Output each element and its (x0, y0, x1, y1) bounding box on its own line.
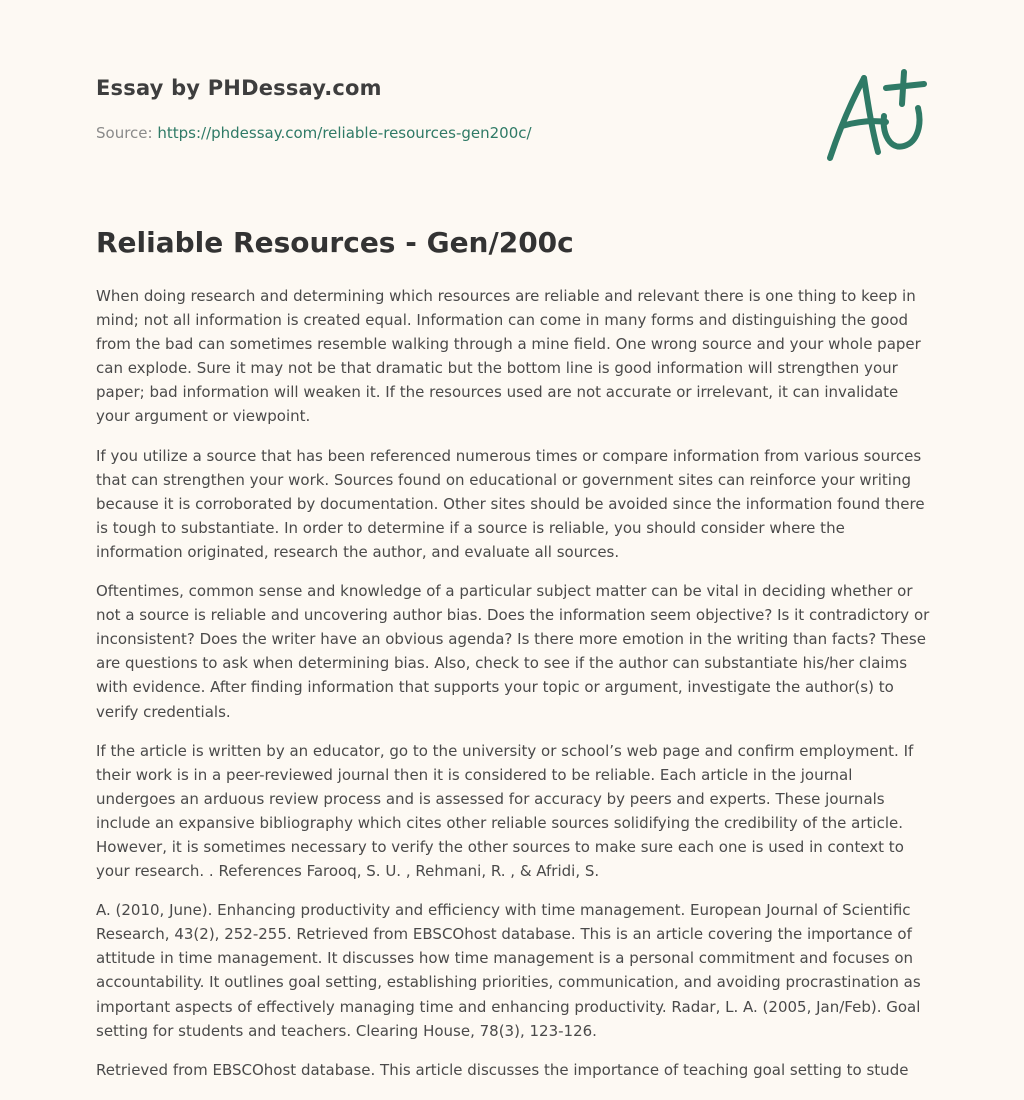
essay-title: Reliable Resources - Gen/200c (96, 226, 574, 259)
paragraph: If the article is written by an educator, go to the university or school’s web page and confirm employment. If their work is in a peer-reviewed journal then it is considered to be reliable. Each article in the journal undergoes an arduous review process and is assessed for accuracy by peers and experts. These journals include an expansive bibliography which cites other reliable sources solidifying the credibility of the article. However, it is sometimes necessary to verify the other sources to make sure each one is used in context to your research. . References Farooq, S. U. , Rehmani, R. , & Afridi, S. (96, 741, 914, 881)
paragraph: Oftentimes, common sense and knowledge of a particular subject matter can be vital in deciding whether or not a source is reliable and uncovering author bias. Does the information seem objective? Is it contradictory or inconsistent? Does the writer have an obvious agenda? Is there more emotion in the writing than facts? These are questions to ask when determining bias. Also, check to see if the author can substantiate his/her claims with evidence. After finding information that supports your topic or argument, investigate the author(s) to verify credentials. (96, 582, 930, 721)
paragraph: If you utilize a source that has been referenced numerous times or compare information from various sources that can strengthen your work. Sources found on educational or government sites can reinforce your writing because it is corroborated by documentation. Other sites should be avoided since the information found there is tough to substantiate. In order to determine if a source is reliable, you should consider where the information originated, research the author, and evaluate all sources. (96, 446, 925, 561)
paragraph: Retrieved from EBSCOhost database. This article discusses the importance of teaching goal setting to stude (96, 1060, 909, 1079)
a-plus-logo-icon (820, 64, 930, 168)
paragraph: A. (2010, June). Enhancing productivity and efficiency with time management. European Journal of Scientific Research, 43(2), 252-255. Retrieved from EBSCOhost database. This is an article covering the importance of attitude in time management. It discusses how time management is a personal commitment and focuses on accountability. It outlines goal setting, establishing priorities, communication, and avoiding procrastination as important aspects of effectively managing time and enhancing productivity. Radar, L. A. (2005, Jan/Feb). Goal setting for students and teachers. Clearing House, 78(3), 123-126. (96, 901, 921, 1040)
source-line (96, 124, 532, 142)
essay-body (96, 284, 936, 1097)
paragraph: When doing research and determining which resources are reliable and relevant there is one thing to keep in mind; not all information is created equal. Information can come in many forms and distinguishing the good from the bad can sometimes resemble walking through a mine field. One wrong source and your whole paper can explode. Sure it may not be that dramatic but the bottom line is good information will strengthen your paper; bad information will weaken it. If the resources used are not accurate or irrelevant, it can invalidate your argument or viewpoint. (96, 287, 921, 426)
site-title: Essay by PHDessay.com (96, 76, 382, 100)
source-label: Source: (96, 124, 153, 142)
source-link[interactable]: https://phdessay.com/reliable-resources-gen200c/ (157, 124, 532, 142)
